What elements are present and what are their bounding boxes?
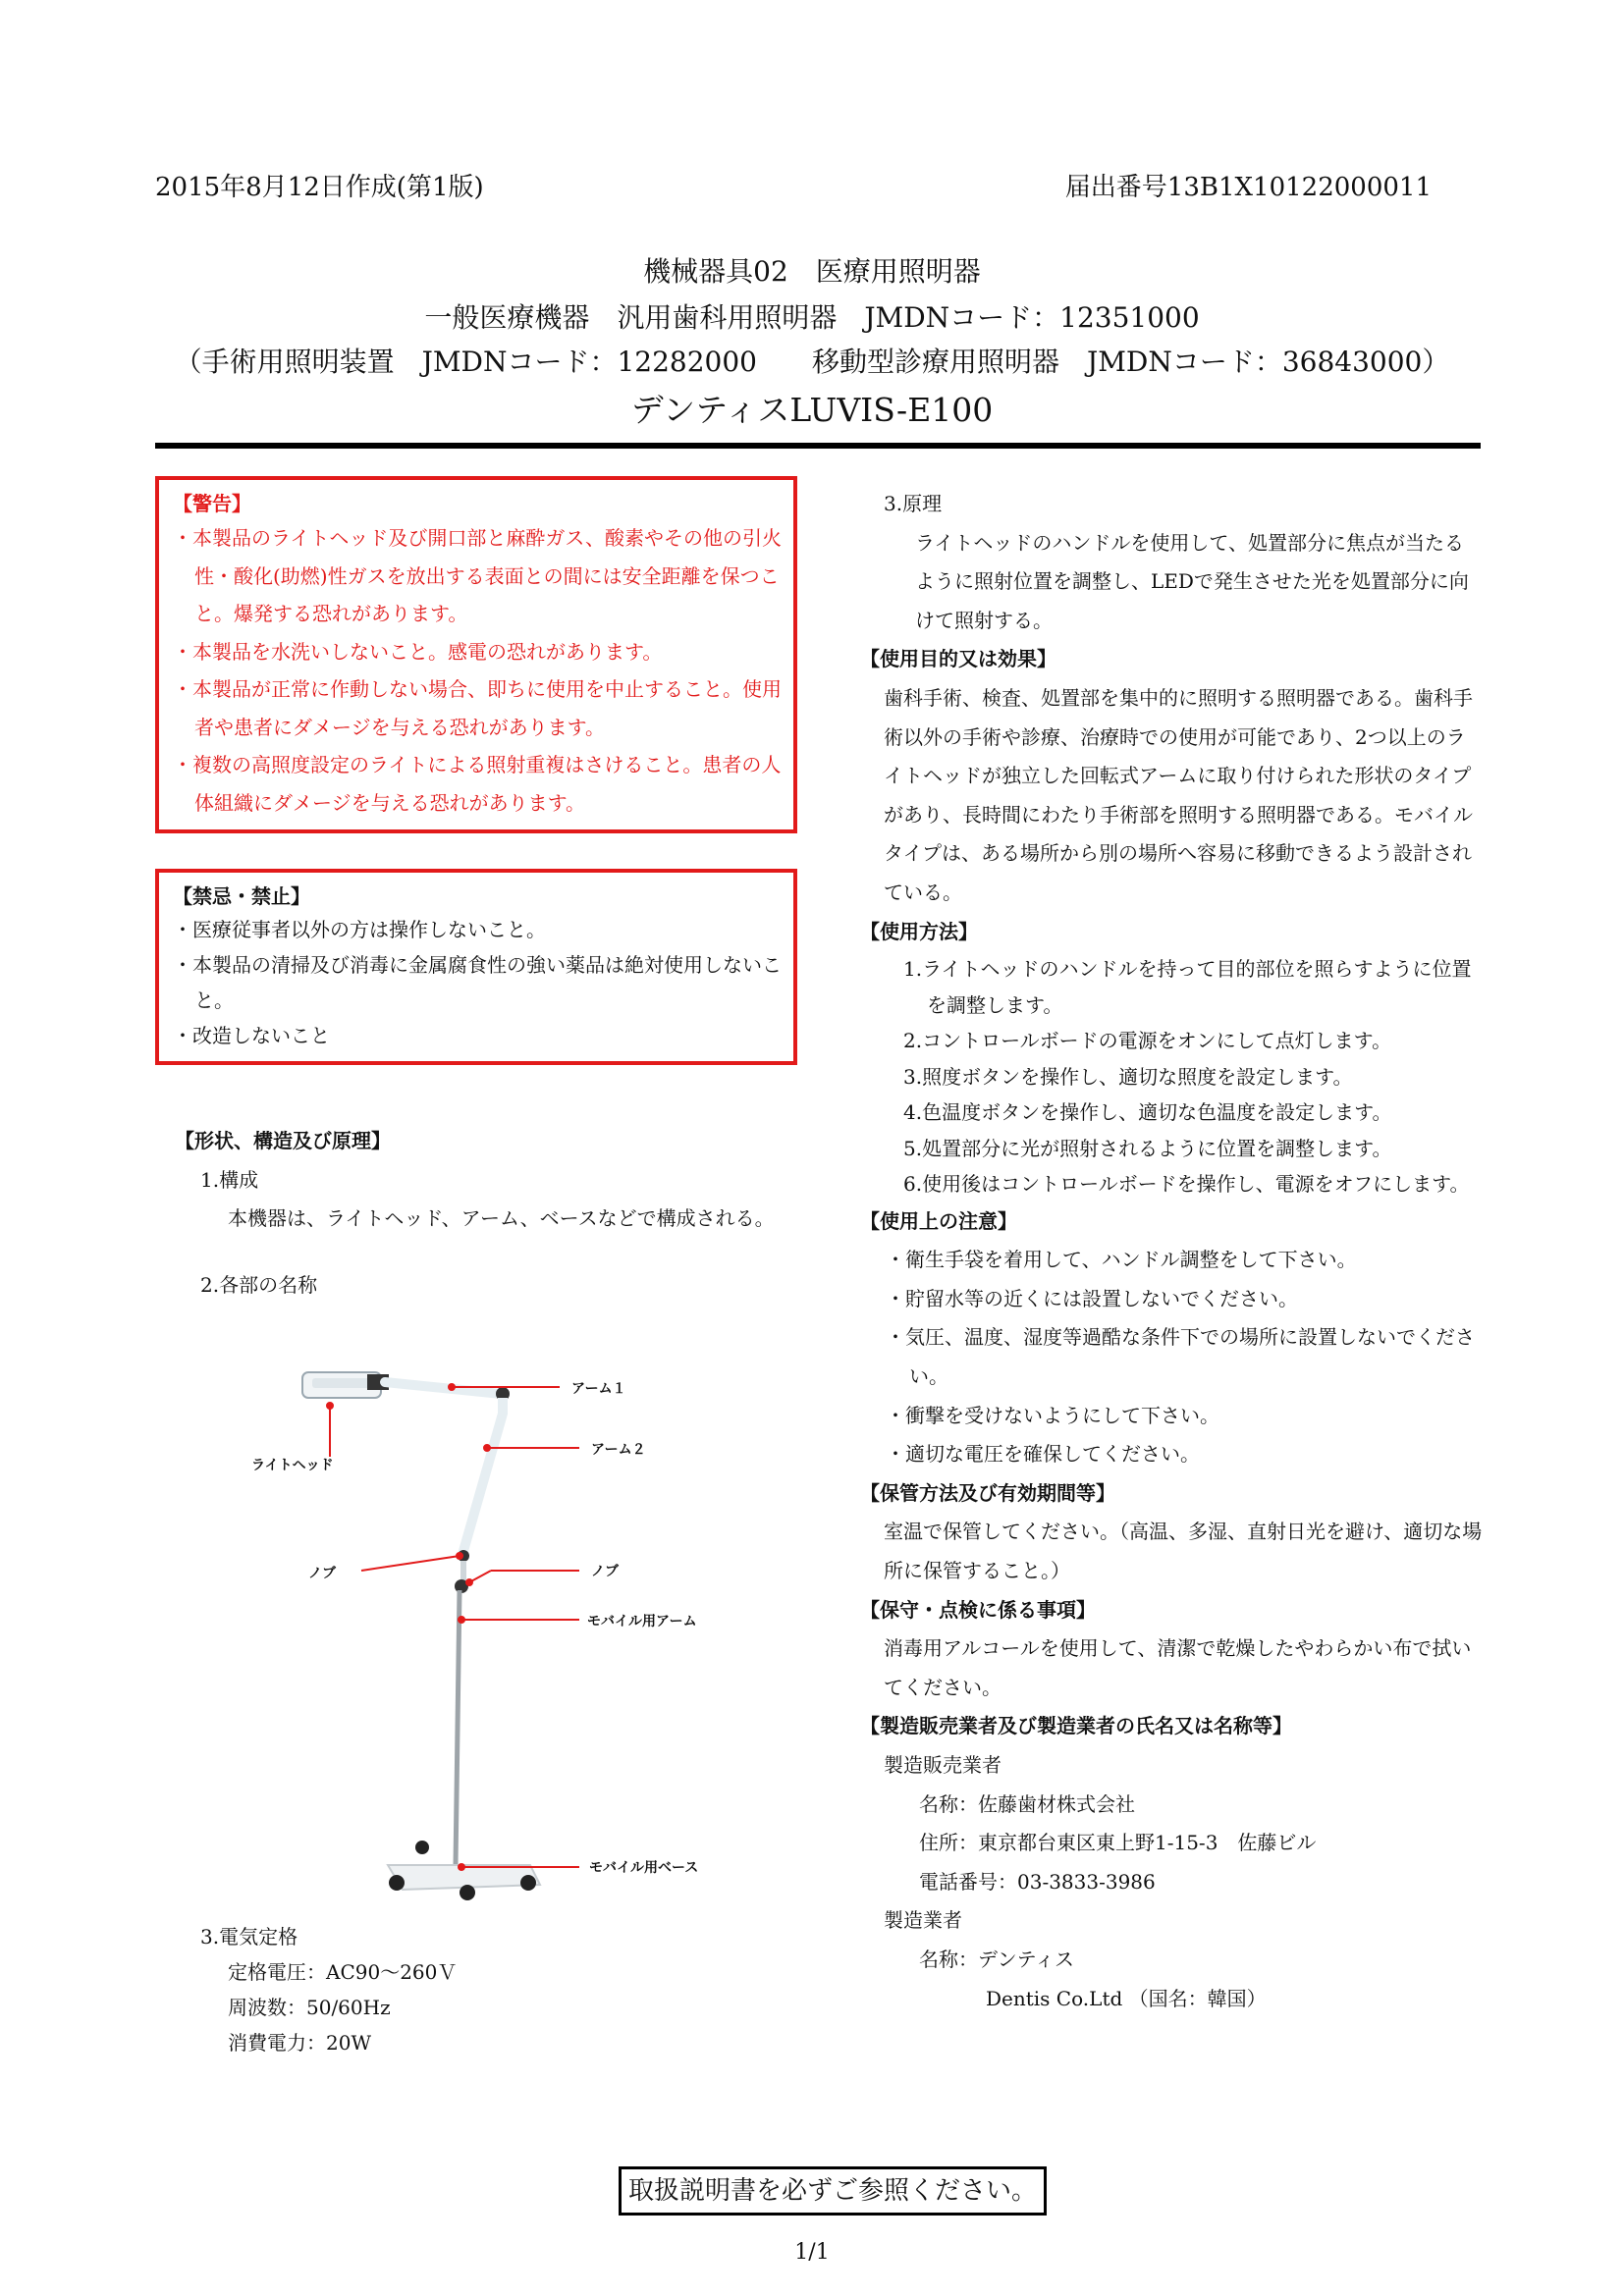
warning-item: ・本製品のライトヘッド及び開口部と麻酔ガス、酸素やその他の引火性・酸化(助燃)性ガスを放出する表面との間には安全距離を保つこと。爆発する恐れがあります。: [173, 526, 782, 625]
contraindication-box: [155, 869, 797, 1065]
usage-step: 2.コントロールボードの電源をオンにして点灯します。: [903, 1029, 1392, 1053]
maintenance-heading: 【保守・点検に係る事項】: [860, 1597, 1096, 1622]
seller-name: 名称：佐藤歯材株式会社: [919, 1791, 1135, 1816]
electrical-rating-section: [175, 1919, 784, 2060]
registration-number: 届出番号13B1X10122000011: [1064, 173, 1432, 202]
part-names-figure: [251, 1355, 766, 1914]
electrical-rating-title: 3.電気定格: [200, 1925, 298, 1949]
title-divider: [155, 443, 1481, 449]
caution-item: ・貯留水等の近くには設置しないでください。: [886, 1286, 1298, 1310]
leader-line: [469, 1571, 491, 1582]
contraindication-item: ・改造しないこと: [173, 1024, 330, 1047]
label-lighthead: ライトヘッド: [251, 1458, 334, 1473]
contraindication-item: ・医療従事者以外の方は操作しないこと。: [173, 918, 546, 941]
structure-section: [175, 1122, 784, 1305]
maker-name: 名称：デンティス: [919, 1947, 1074, 1971]
seller-phone: 電話番号：03-3833-3986: [919, 1869, 1156, 1894]
usage-step: 5.処置部分に光が照射されるように位置を調整します。: [903, 1136, 1392, 1160]
product-title: デンティスLUVIS-E100: [630, 391, 994, 429]
manual-notice: 取扱説明書を必ずご参照ください。: [619, 2166, 1047, 2216]
contraindication-item: ・本製品の清掃及び消毒に金属腐食性の強い薬品は絶対使用しないこと。: [173, 953, 782, 1012]
usage-heading: 【使用方法】: [860, 919, 978, 943]
caution-item: ・適切な電圧を確保してください。: [886, 1442, 1200, 1467]
caster: [389, 1875, 405, 1891]
warning-box: [155, 476, 797, 833]
caution-item: ・気圧、温度、湿度等過酷な条件下での場所に設置しないでください。: [886, 1325, 1475, 1388]
label-knob-right: ノブ: [591, 1564, 619, 1579]
light-stand-diagram: [295, 1355, 766, 1914]
arm2-shape: [463, 1414, 503, 1551]
maker-name-en: Dentis Co.Ltd （国名：韓国）: [986, 1986, 1267, 2010]
related-codes-line: （手術用照明装置 JMDNコード：12282000 移動型診療用照明器 JMDNコード：36843000）: [174, 346, 1450, 378]
caution-item: ・衝撃を受けないようにして下さい。: [886, 1403, 1219, 1427]
maintenance-body: 消毒用アルコールを使用して、清潔で乾燥したやわらかい布で拭いてください。: [884, 1636, 1472, 1699]
purpose-body: 歯科手術、検査、処置部を集中的に照明する照明器である。歯科手術以外の手術や診療、治療時での使用が可能であり、2つ以上のライトヘッドが独立した回転式アームに取り付けられた形状のタイプがあり、長時間にわたり手術部を照明する照明器である。モバイルタイプは、ある場所から別の場所へ容易に移動できるよう設計されている。: [884, 685, 1473, 904]
storage-body: 室温で保管してください。（高温、多湿、直射日光を避け、適切な場所に保管すること。）: [884, 1520, 1483, 1582]
composition-body: 本機器は、ライトヘッド、アーム、ベースなどで構成される。: [228, 1206, 775, 1231]
seller-title: 製造販売業者: [884, 1752, 1001, 1777]
warning-item: ・複数の高照度設定のライトによる照射重複はさけること。患者の人体組織にダメージを与える恐れがあります。: [173, 753, 782, 815]
usage-step: 1.ライトヘッドのハンドルを持って目的部位を照らすように位置を調整します。: [903, 957, 1472, 1017]
caster: [460, 1885, 475, 1900]
label-arm2: アーム２: [591, 1442, 646, 1458]
label-knob-left: ノブ: [308, 1566, 336, 1581]
principle-title: 3.原理: [884, 492, 943, 515]
usage-step: 6.使用後はコントロールボードを操作し、電源をオフにします。: [903, 1172, 1470, 1197]
warning-heading: 【警告】: [173, 492, 251, 515]
maker-title: 製造業者: [884, 1908, 962, 1933]
caster: [520, 1875, 536, 1891]
contraindication-heading: 【禁忌・禁止】: [173, 884, 310, 908]
page-number: 1/1: [794, 2240, 830, 2265]
purpose-heading: 【使用目的又は効果】: [860, 647, 1056, 671]
pole-shape: [456, 1590, 460, 1865]
lighthead-lens: [312, 1378, 371, 1388]
warning-item: ・本製品を水洗いしないこと。感電の恐れがあります。: [173, 639, 663, 664]
usage-step: 3.照度ボタンを操作し、適切な照度を設定します。: [903, 1064, 1353, 1089]
storage-heading: 【保管方法及び有効期間等】: [860, 1480, 1115, 1505]
cautions-heading: 【使用上の注意】: [860, 1208, 1017, 1233]
caster: [415, 1841, 429, 1854]
frequency: 周波数：50/60Hz: [228, 1996, 391, 2019]
composition-title: 1.構成: [200, 1167, 259, 1192]
rated-voltage: 定格電圧：AC90～260Ｖ: [228, 1960, 458, 1984]
makers-heading: 【製造販売業者及び製造業者の氏名又は名称等】: [860, 1714, 1292, 1738]
power-consumption: 消費電力：20W: [228, 2031, 372, 2055]
caution-item: ・衛生手袋を着用して、ハンドル調整をして下さい。: [886, 1248, 1357, 1272]
generic-name-line: 一般医療機器 汎用歯科用照明器 JMDNコード：12351000: [424, 301, 1200, 334]
label-mobile-base: モバイル用ベース: [589, 1860, 699, 1876]
leader-line: [361, 1556, 460, 1571]
warning-item: ・本製品が正常に作動しない場合、即ちに使用を中止すること。使用者や患者にダメージを与える恐れがあります。: [173, 677, 782, 739]
classification-line: 機械器具02 医療用照明器: [643, 255, 981, 288]
structure-heading: 【形状、構造及び原理】: [175, 1129, 391, 1152]
seller-address: 住所：東京都台東区東上野1-15-3 佐藤ビル: [919, 1831, 1317, 1855]
creation-date: 2015年8月12日作成(第1版): [155, 173, 484, 202]
usage-step: 4.色温度ボタンを操作し、適切な色温度を設定します。: [903, 1100, 1392, 1125]
label-mobile-arm: モバイル用アーム: [587, 1614, 697, 1629]
principle-body: ライトヘッドのハンドルを使用して、処置部分に焦点が当たるように照射位置を調整し、LEDで発生させた光を処置部分に向けて照射する。: [915, 530, 1469, 632]
right-column: [860, 485, 1483, 2018]
label-arm1: アーム１: [571, 1381, 626, 1397]
part-names-title: 2.各部の名称: [200, 1272, 318, 1297]
